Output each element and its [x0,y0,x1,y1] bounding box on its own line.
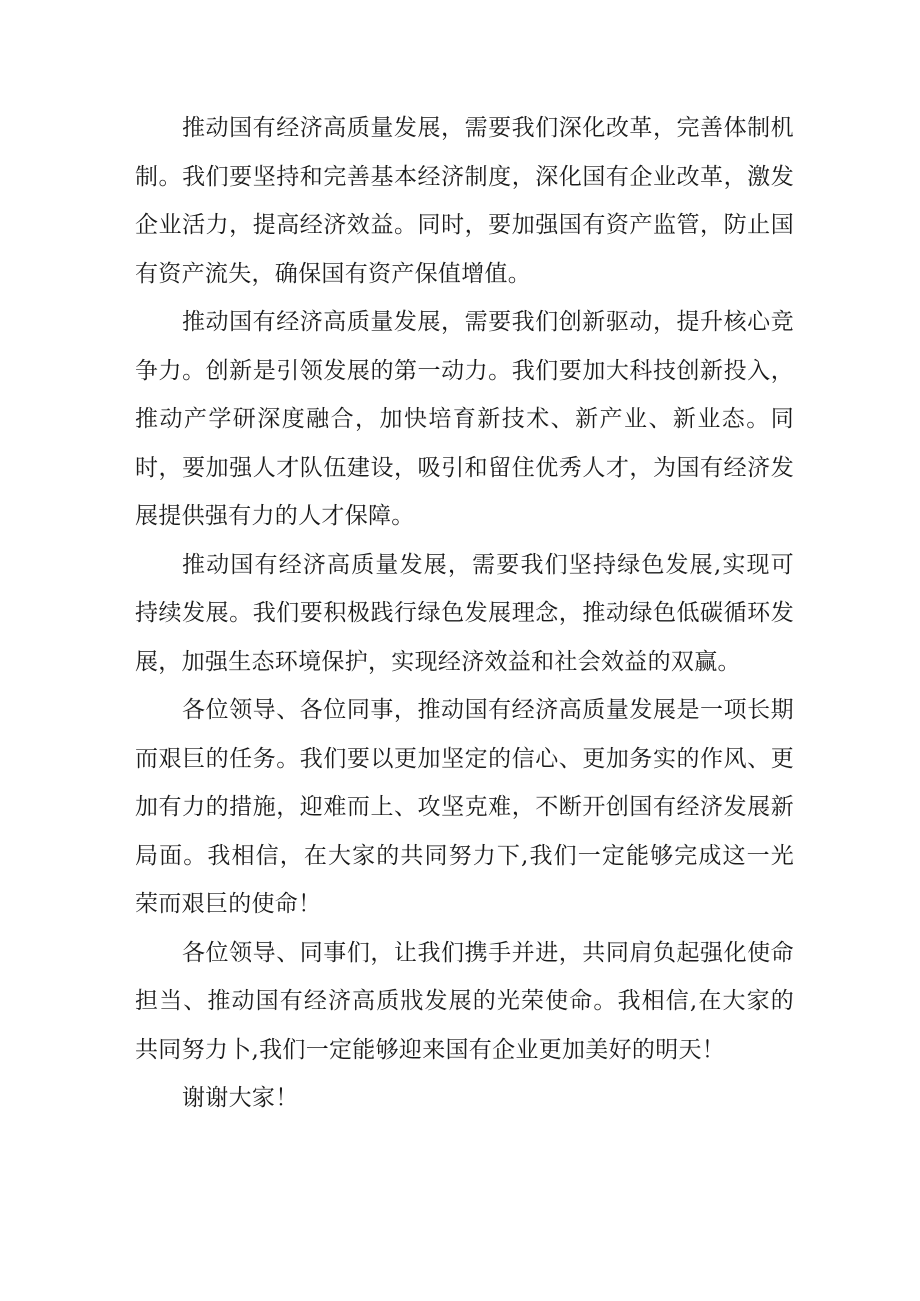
paragraph-task: 各位领导、各位同事，推动国有经济高质量发展是一项长期而艰巨的任务。我们要以更加坚定的信心、更加务实的作风、更加有力的措施，迎难而上、攻坚克难，不断开创国有经济发展新局面。我相信，在大家的共同努力下,我们一定能够完成这一光荣而艰巨的使命！ [135,697,794,917]
paragraph-green-development: 推动国有经济高质量发展，需要我们坚持绿色发展,实现可持续发展。我们要积极践行绿色发展理念，推动绿色低碳循环发展，加强生态环境保护，实现经济效益和社会效益的双赢。 [135,551,794,675]
paragraph-thanks: 谢谢大家！ [182,1085,299,1111]
paragraph-mission: 各位领导、同事们，让我们携手并进，共同肩负起强化使命担当、推动国有经济高质戕发展的光荣使命。我相信,在大家的共同努力卜,我们一定能够迎来国有企业更加美好的明天！ [135,939,794,1063]
paragraph-innovation: 推动国有经济高质量发展，需要我们创新驱动，提升核心竞争力。创新是引领发展的第一动力。我们要加大科技创新投入，推动产学研深度融合，加快培育新技术、新产业、新业态。同时，要加强人才队伍建设，吸引和留住优秀人才，为国有经济发展提供强有力的人才保障。 [135,309,794,529]
paragraph-reform: 推动国有经济高质量发展，需要我们深化改革，完善体制机制。我们要坚持和完善基本经济制度，深化国有企业改革，激发企业活力，提高经济效益。同时，要加强国有资产监管，防止国有资产流失，确保国有资产保值增值。 [135,115,794,287]
